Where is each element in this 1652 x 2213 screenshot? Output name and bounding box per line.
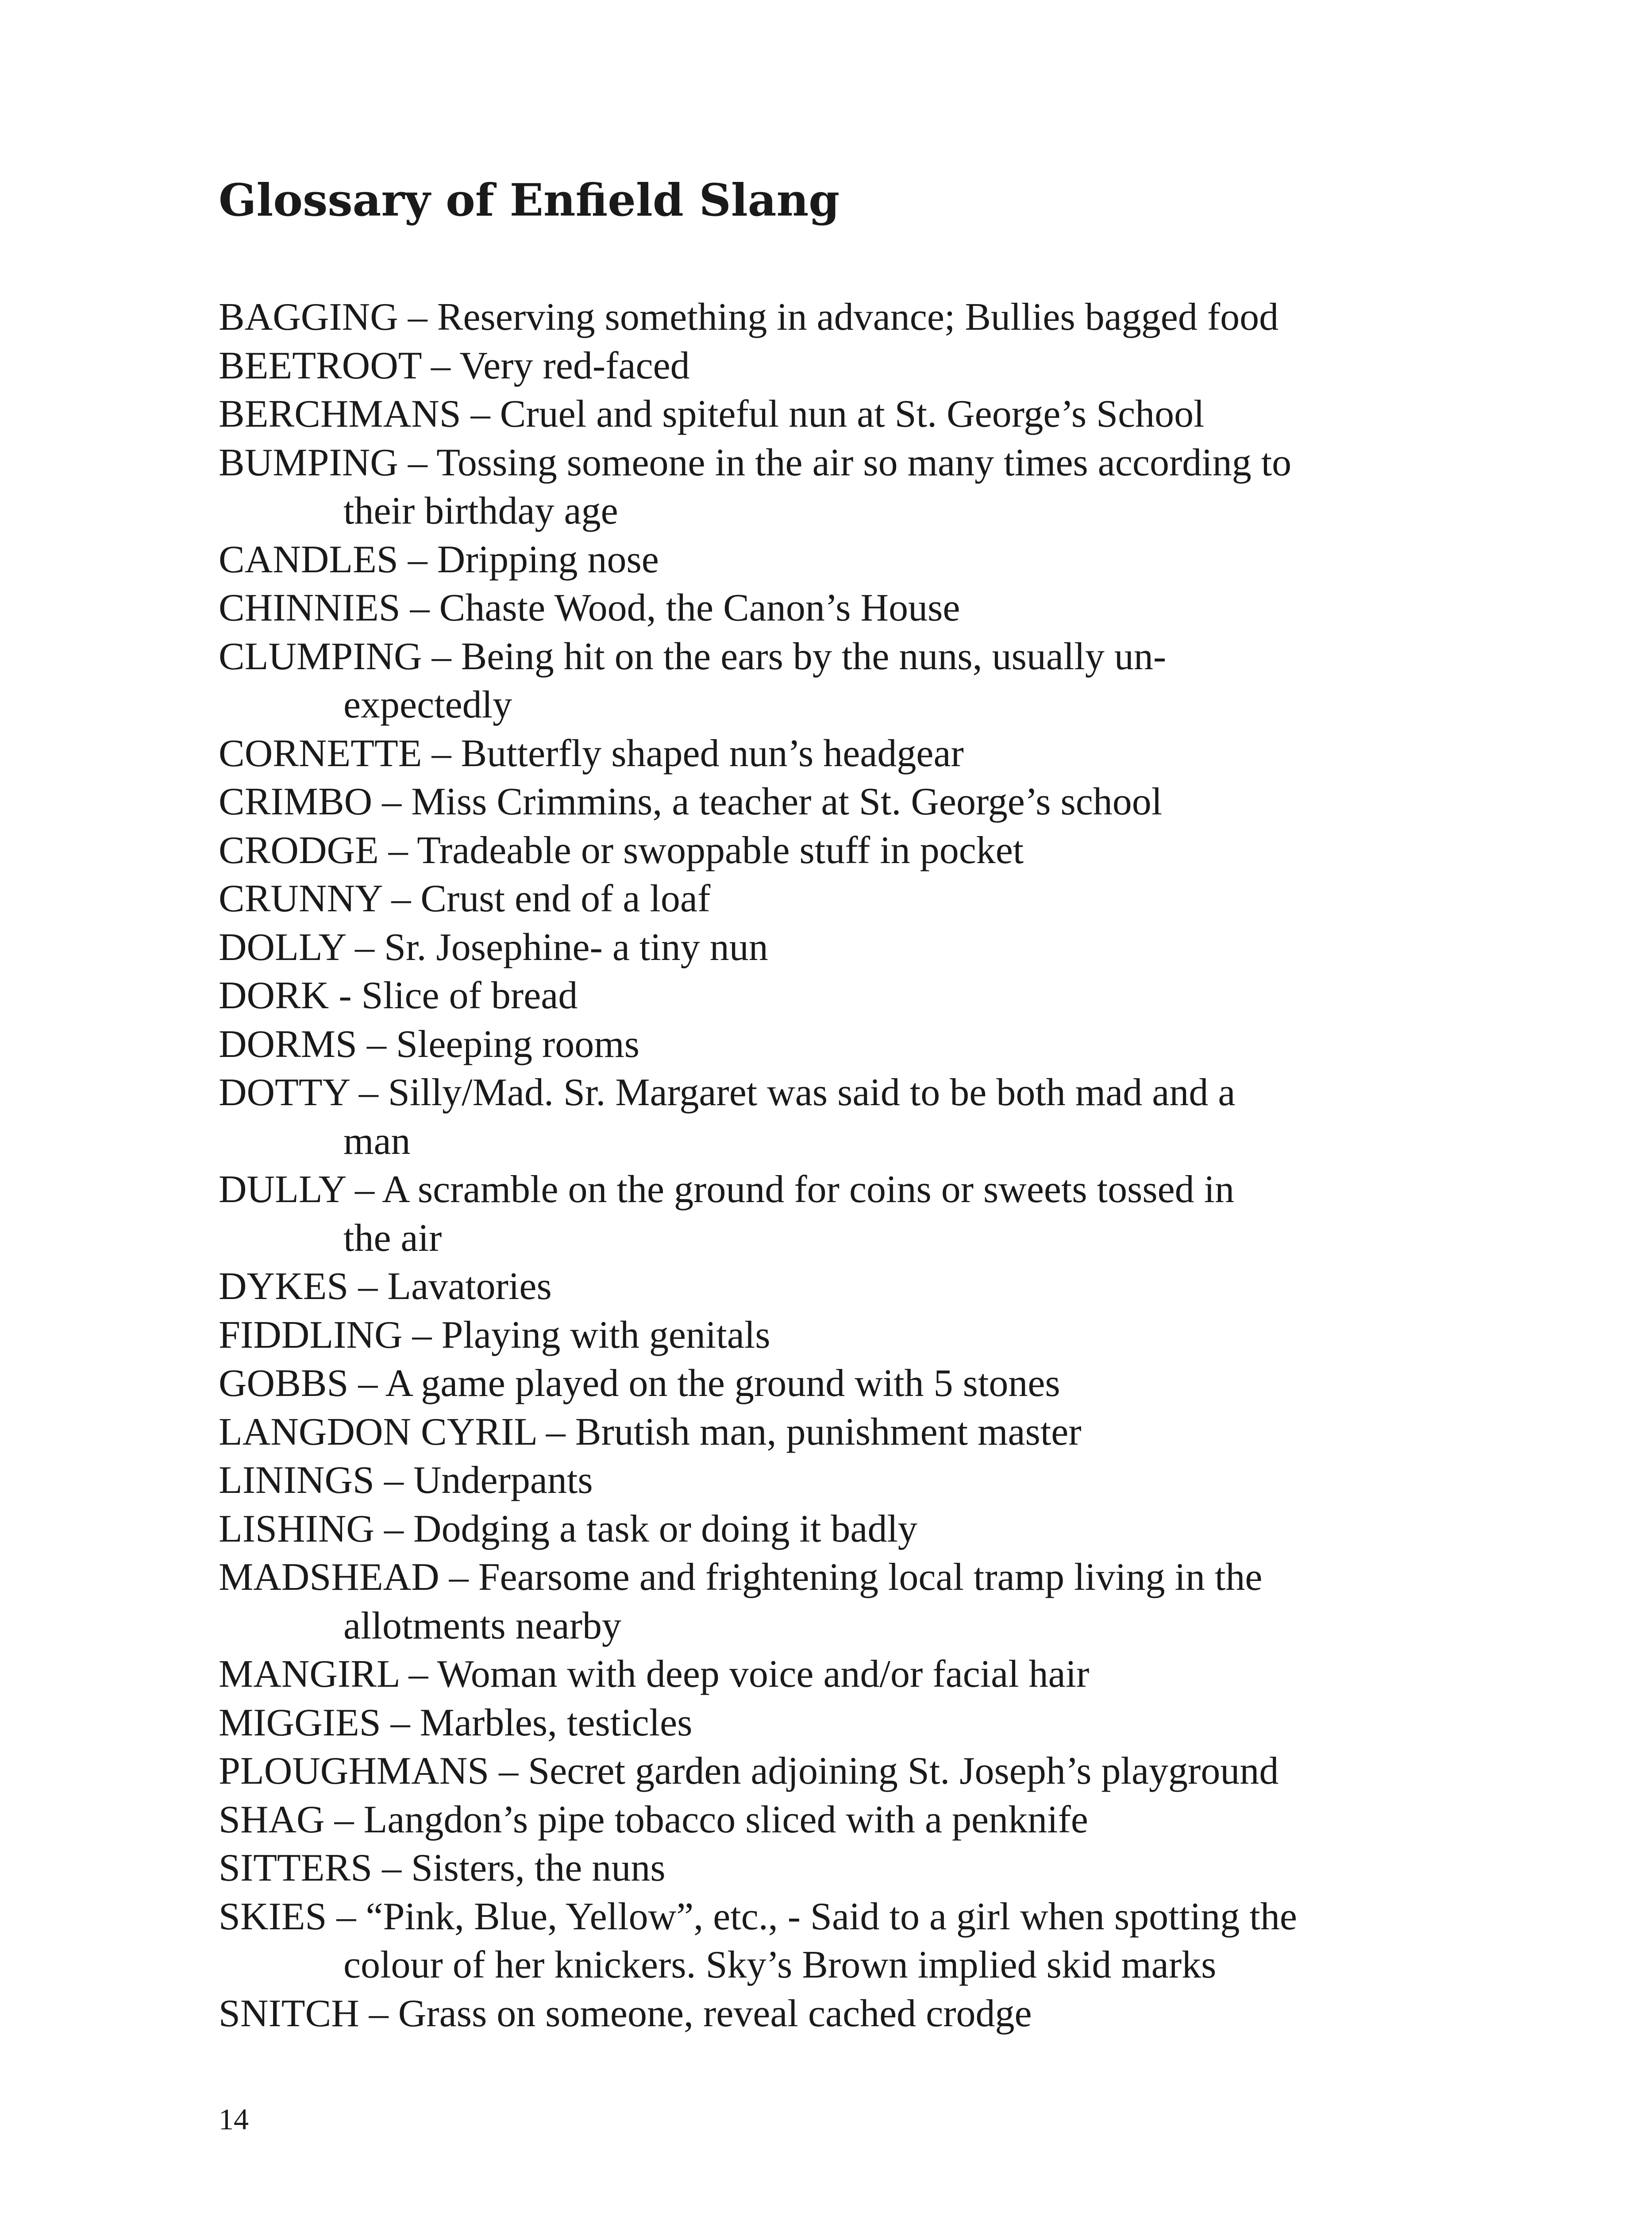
glossary-entry-text: DORK - Slice of bread [219, 974, 578, 1017]
glossary-entry-text: DOLLY – Sr. Josephine- a tiny nun [219, 925, 768, 969]
glossary-entry-text: CLUMPING – Being hit on the ears by the nuns, usually un- [219, 635, 1167, 678]
glossary-entry-continuation: expectedly [343, 683, 512, 726]
glossary-entry-text: SNITCH – Grass on someone, reveal cached crodge [219, 1992, 1032, 2035]
glossary-entry-text: MADSHEAD – Fearsome and frightening local tramp living in the [219, 1556, 1263, 1599]
glossary-entry [219, 1068, 1458, 1165]
glossary-entry [219, 1650, 1458, 1699]
glossary-entry-continuation: allotments nearby [343, 1604, 622, 1647]
glossary-entry-text: CORNETTE – Butterfly shaped nun’s headgear [219, 732, 964, 775]
glossary-entry [219, 1747, 1458, 1796]
glossary-entry-text: MIGGIES – Marbles, testicles [219, 1701, 693, 1744]
glossary-entry [219, 1020, 1458, 1069]
glossary-entry-text: BEETROOT – Very red-faced [219, 344, 690, 387]
glossary-entry [219, 342, 1458, 390]
glossary-entry-text: BUMPING – Tossing someone in the air so many times according to [219, 441, 1292, 484]
glossary-entry [219, 1359, 1458, 1408]
page-number: 14 [219, 2102, 249, 2136]
glossary-entry-text: SKIES – “Pink, Blue, Yellow”, etc., - Said to a girl when spotting the [219, 1895, 1297, 1938]
glossary-entry-continuation: man [343, 1119, 411, 1163]
glossary-entry [219, 1165, 1458, 1262]
glossary-entry-text: SITTERS – Sisters, the nuns [219, 1847, 666, 1889]
glossary-entry-text: CRIMBO – Miss Crimmins, a teacher at St. George’s school [219, 780, 1163, 823]
glossary-entry [219, 536, 1458, 584]
glossary-entry [219, 1844, 1458, 1893]
glossary-entry [219, 632, 1458, 729]
glossary-entry [219, 923, 1458, 972]
glossary-entry-text: LISHING – Dodging a task or doing it badly [219, 1507, 917, 1550]
glossary-entry-text: CHINNIES – Chaste Wood, the Canon’s House [219, 586, 960, 629]
glossary-entry [219, 1989, 1458, 2038]
glossary-entry [219, 972, 1458, 1020]
glossary-entry-continuation: their birthday age [343, 490, 618, 532]
glossary-entry [219, 1699, 1458, 1747]
glossary-entry-text: DULLY – A scramble on the ground for coins or sweets tossed in [219, 1168, 1235, 1211]
glossary-entry [219, 584, 1458, 632]
glossary-entry-text: LANGDON CYRIL – Brutish man, punishment master [219, 1410, 1082, 1453]
glossary-entry-text: DYKES – Lavatories [219, 1265, 552, 1308]
glossary-entry [219, 875, 1458, 923]
glossary-entry [219, 1408, 1458, 1457]
glossary-entry-text: LININGS – Underpants [219, 1459, 593, 1502]
glossary-entry [219, 729, 1458, 778]
glossary-entry [219, 1553, 1458, 1650]
glossary-entry-text: CANDLES – Dripping nose [219, 538, 659, 581]
glossary-entry [219, 1893, 1458, 1989]
glossary-entry-text: DOTTY – Silly/Mad. Sr. Margaret was said to be both mad and a [219, 1071, 1236, 1114]
glossary-entry-continuation: the air [343, 1216, 442, 1260]
glossary-entry-text: FIDDLING – Playing with genitals [219, 1313, 770, 1357]
glossary-entry [219, 293, 1458, 342]
glossary-entry-text: CRUNNY – Crust end of a loaf [219, 877, 711, 920]
glossary-entry [219, 1262, 1458, 1311]
glossary-entry [219, 439, 1458, 536]
glossary-entry-continuation: colour of her knickers. Sky’s Brown implied skid marks [343, 1943, 1217, 1986]
glossary-entry-text: BAGGING – Reserving something in advance; Bullies bagged food [219, 296, 1279, 339]
glossary-entry [219, 1456, 1458, 1505]
glossary-entry [219, 1505, 1458, 1554]
glossary-entry [219, 390, 1458, 439]
glossary-entry-text: CRODGE – Tradeable or swoppable stuff in pocket [219, 829, 1024, 872]
page-title: Glossary of Enfield Slang [219, 174, 840, 226]
glossary-entry [219, 778, 1458, 826]
glossary-list [219, 293, 1458, 2038]
glossary-entry-text: DORMS – Sleeping rooms [219, 1022, 639, 1066]
glossary-entry [219, 1796, 1458, 1844]
glossary-entry-text: BERCHMANS – Cruel and spiteful nun at St. George’s School [219, 393, 1205, 436]
glossary-entry-text: MANGIRL – Woman with deep voice and/or facial hair [219, 1653, 1090, 1696]
glossary-entry-text: PLOUGHMANS – Secret garden adjoining St. Joseph’s playground [219, 1750, 1279, 1793]
glossary-entry [219, 826, 1458, 875]
glossary-entry [219, 1311, 1458, 1360]
glossary-entry-text: GOBBS – A game played on the ground with 5 stones [219, 1362, 1060, 1405]
glossary-entry-text: SHAG – Langdon’s pipe tobacco sliced with a penknife [219, 1798, 1088, 1841]
